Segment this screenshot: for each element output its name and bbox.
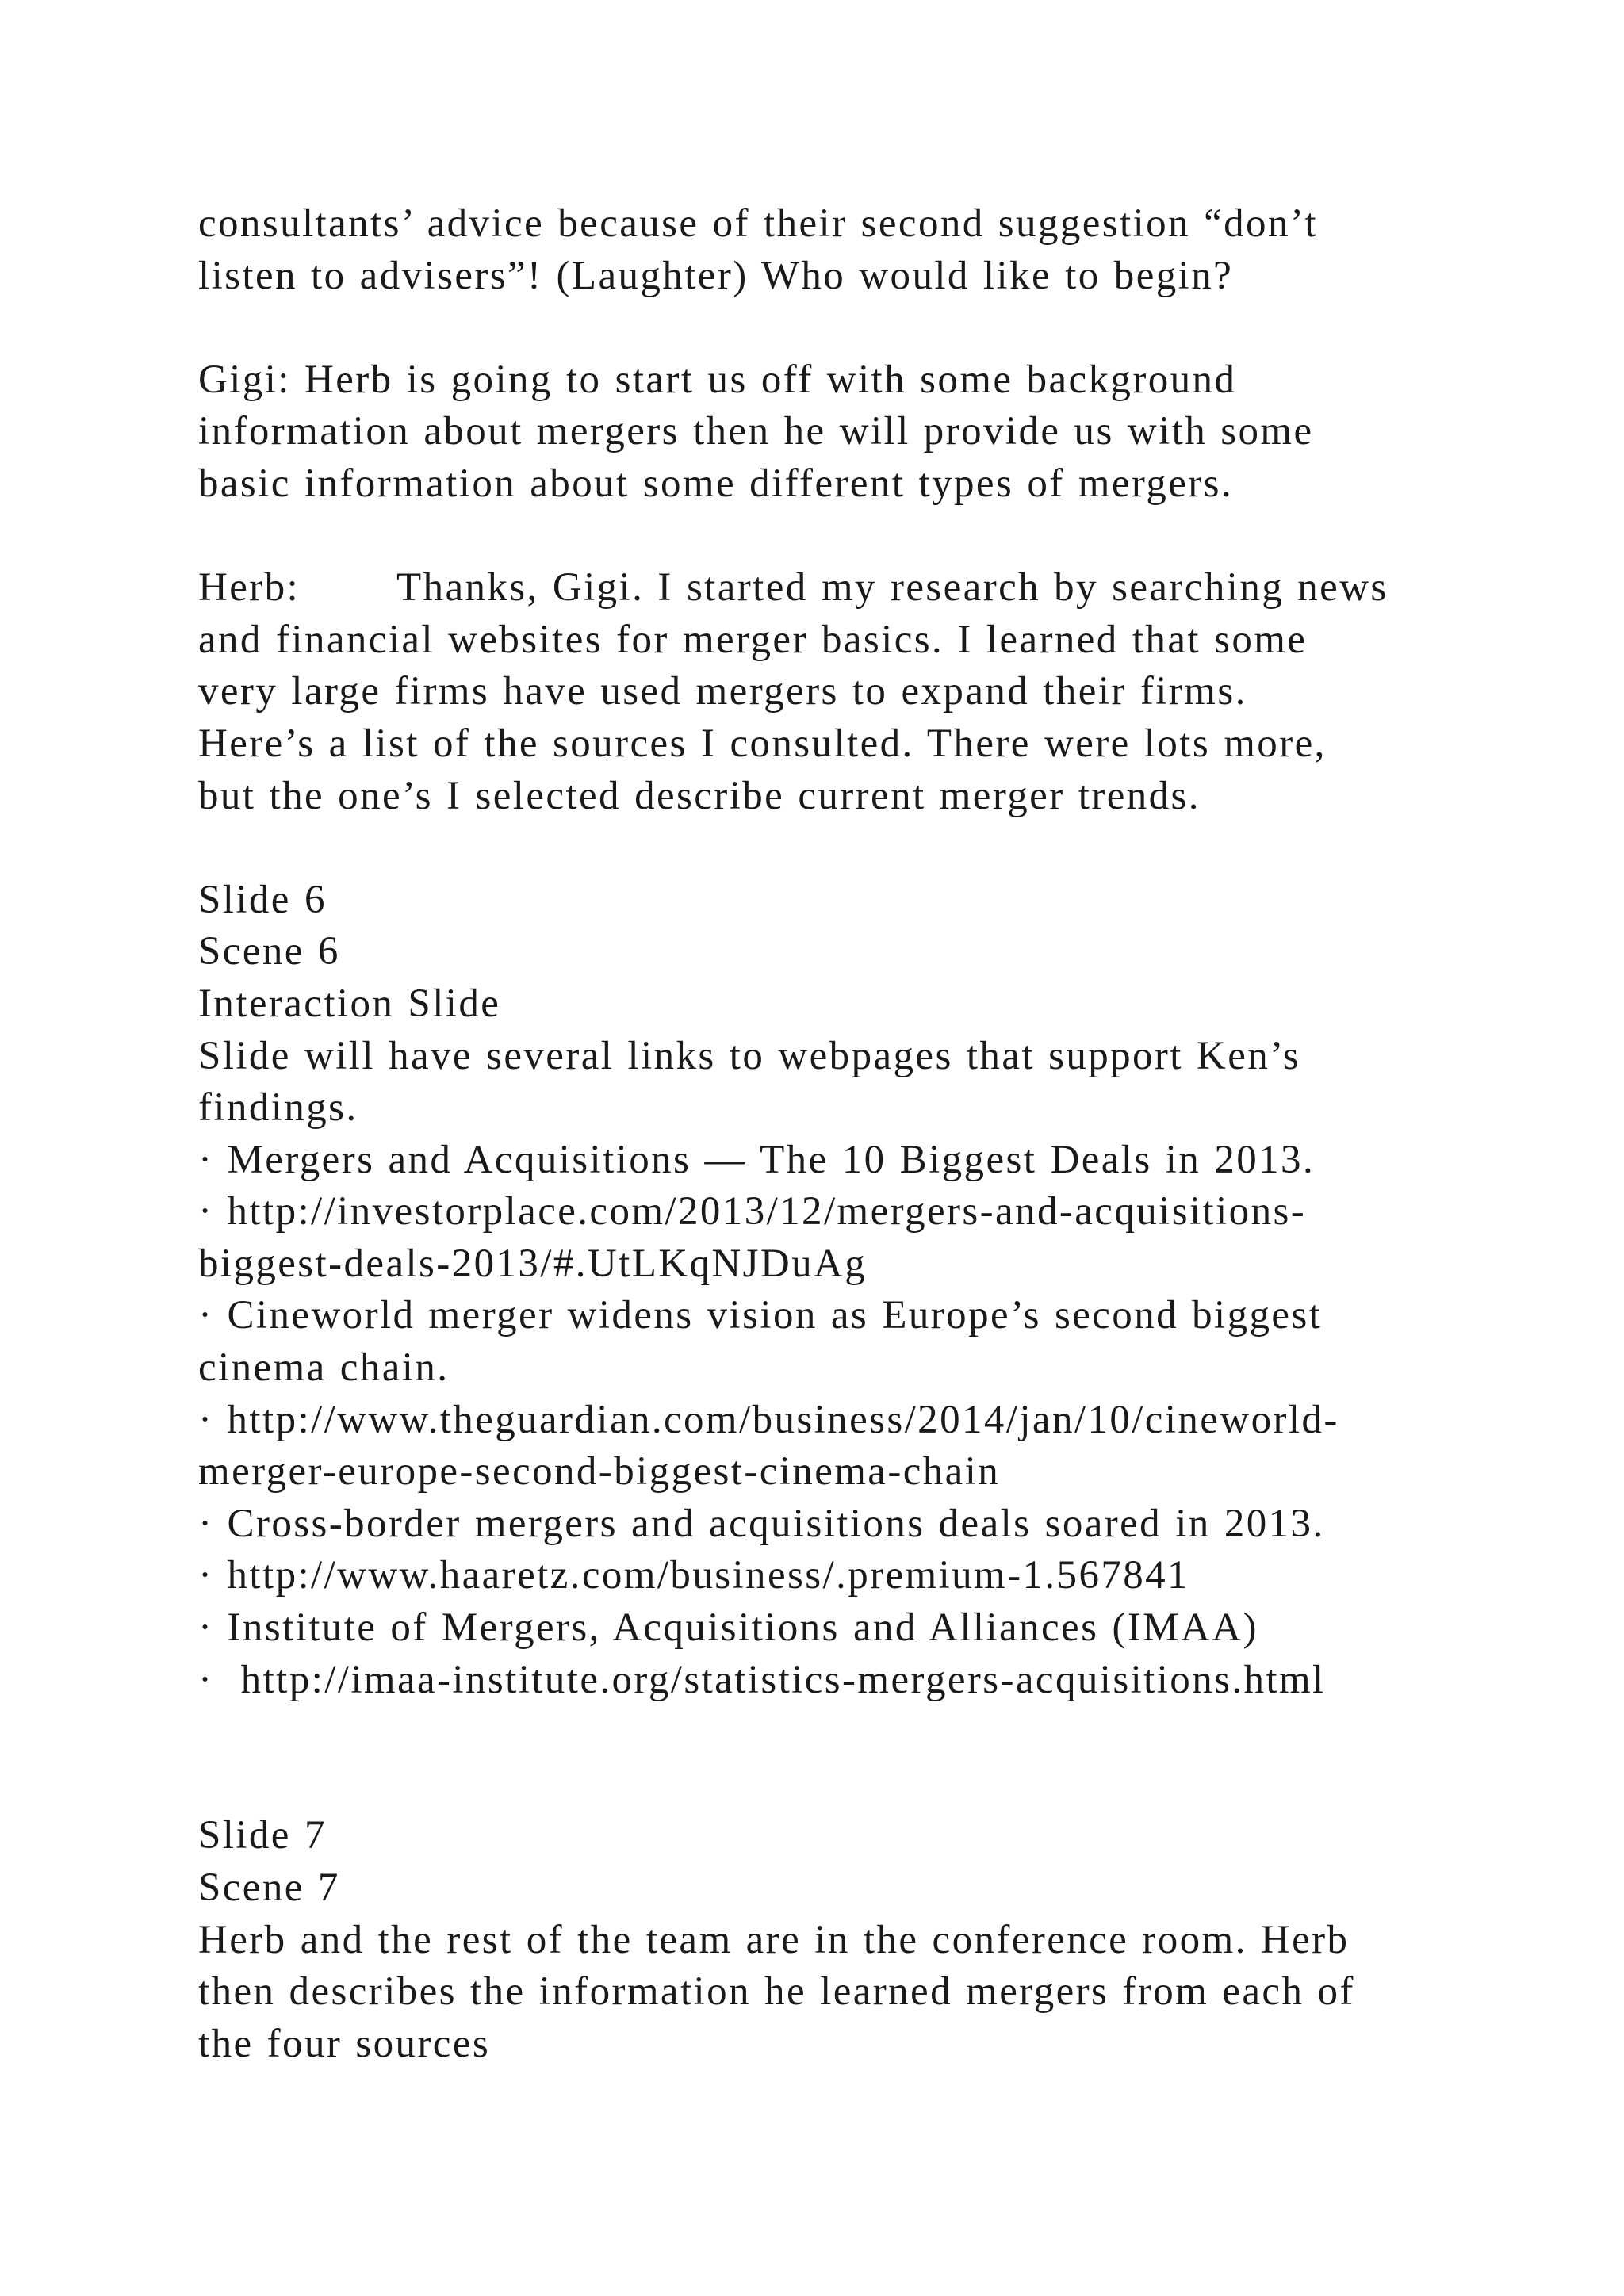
text-line: the four sources — [198, 2021, 491, 2066]
paragraph-gap — [198, 1758, 1499, 1811]
paragraph-gap — [198, 1706, 1499, 1758]
paragraph-gap — [198, 822, 1499, 874]
text-line: Gigi: Herb is going to start us off with some background — [198, 357, 1237, 402]
text-line: Interaction Slide — [198, 981, 501, 1026]
paragraph-gap — [198, 511, 1499, 563]
source-item-cont: cinema chain. — [198, 1345, 450, 1391]
source-item: · Cross-border mergers and acquisitions deals soared in 2013. — [198, 1501, 1325, 1546]
text-line: but the one’s I selected describe current merger trends. — [198, 773, 1201, 818]
slide-heading: Slide 7 — [198, 1813, 327, 1858]
text-line: then describes the information he learned mergers from each of — [198, 1969, 1355, 2015]
source-link: · http://investorplace.com/2013/12/mergers-and-acquisitions- — [198, 1189, 1307, 1234]
source-link: · http://www.theguardian.com/business/2014/jan/10/cineworld- — [198, 1397, 1339, 1442]
source-link: · http://www.haaretz.com/business/.premium-1.567841 — [198, 1553, 1189, 1598]
source-link: · http://imaa-institute.org/statistics-mergers-acquisitions.html — [198, 1657, 1326, 1702]
scene-heading: Scene 6 — [198, 929, 340, 974]
document-body — [198, 198, 1499, 2070]
herb-first-line — [198, 562, 1499, 614]
source-item: · Mergers and Acquisitions — The 10 Biggest Deals in 2013. — [198, 1137, 1316, 1182]
source-link-cont: merger-europe-second-biggest-cinema-chain — [198, 1449, 1001, 1494]
text-line: and financial websites for merger basics. I learned that some — [198, 617, 1308, 662]
source-item: · Institute of Mergers, Acquisitions and Alliances (IMAA) — [198, 1605, 1258, 1651]
text-line: listen to advisers”! (Laughter) Who would like to begin? — [198, 253, 1234, 298]
text-line: Herb and the rest of the team are in the conference room. Herb — [198, 1917, 1350, 1962]
text-line: basic information about some different types of mergers. — [198, 461, 1234, 506]
slide-heading: Slide 6 — [198, 877, 327, 922]
speaker-label: Herb: — [198, 565, 301, 610]
text-line: Slide will have several links to webpages that support Ken’s — [198, 1033, 1301, 1078]
text-line: findings. — [198, 1085, 358, 1131]
source-link-cont: biggest-deals-2013/#.UtLKqNJDuAg — [198, 1241, 868, 1286]
text-line: information about mergers then he will provide us with some — [198, 409, 1314, 454]
text-segment: Thanks, Gigi. I started my research by searching news — [396, 565, 1388, 610]
paragraph-gap — [198, 302, 1499, 354]
scene-heading: Scene 7 — [198, 1866, 340, 1910]
text-line: very large firms have used mergers to expand their firms. — [198, 669, 1247, 714]
source-item: · Cineworld merger widens vision as Europe’s second biggest — [198, 1293, 1323, 1338]
text-line: Here’s a list of the sources I consulted. There were lots more, — [198, 721, 1327, 766]
text-line: consultants’ advice because of their second suggestion “don’t — [198, 201, 1318, 246]
